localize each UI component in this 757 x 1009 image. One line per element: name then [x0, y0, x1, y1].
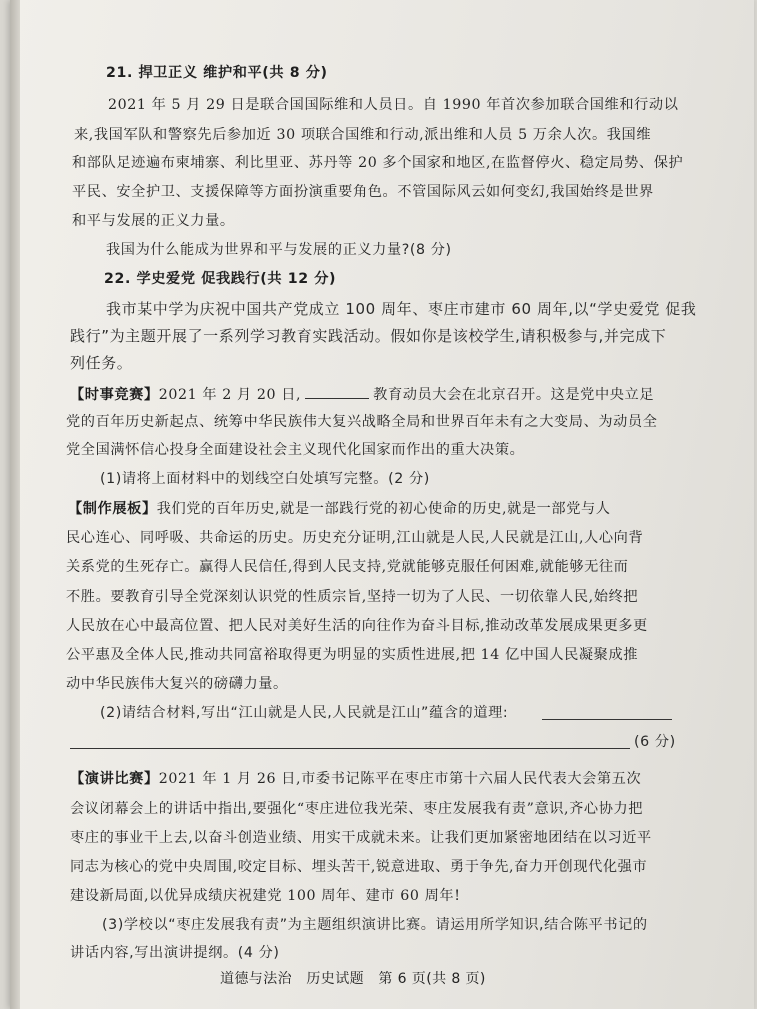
speech-line-3: 枣庄的事业干上去,以奋斗创造业绩、用实干成就未来。让我们更加紧密地团结在以习近平: [70, 830, 652, 846]
exhibition-line-3: 关系党的生死存亡。赢得人民信任,得到人民支持,党就能够克服任何困难,就能够无往而: [66, 559, 629, 575]
q21-line-4: 平民、安全护卫、支援保障等方面扮演重要角色。不管国际风云如何变幻,我国始终是世界: [72, 184, 654, 200]
exhibition-line-6: 公平惠及全体人民,推动共同富裕取得更为明显的实质性进展,把 14 亿中国人民凝聚成推: [66, 647, 639, 663]
current-affairs-line-1: [70, 386, 654, 402]
current-affairs-line-2: 党的百年历史新起点、统筹中华民族伟大复兴战略全局和世界百年未有之大变局、为动员全: [66, 414, 658, 430]
task-3-line-2: 讲话内容,写出演讲提纲。(4 分): [70, 945, 280, 961]
page-footer: 道德与法治 历史试题 第 6 页(共 8 页): [220, 971, 486, 987]
speech-line-1: [70, 772, 641, 786]
fill-in-blank[interactable]: [305, 386, 369, 399]
q21-line-3: 和部队足迹遍布柬埔寨、利比里亚、苏丹等 20 多个国家和地区,在监督停火、稳定局势、保护: [72, 155, 684, 171]
speech-line-2: 会议闭幕会上的讲话中指出,要强化“枣庄进位我光荣、枣庄发展我有责”意识,齐心协力把: [70, 801, 644, 817]
exhibition-tag: 【制作展板】: [68, 501, 157, 517]
current-affairs-tag: 【时事竞赛】: [70, 387, 159, 403]
exhibition-line-2: 民心连心、同呼吸、共命运的历史。历史充分证明,江山就是人民,人民就是江山,人心向背: [66, 530, 644, 546]
exhibition-first-text: 我们党的百年历史,就是一部践行党的初心使命的历史,就是一部党与人: [156, 501, 611, 517]
q21-line-5: 和平与发展的正义力量。: [72, 213, 235, 229]
speech-line-5: 建设新局面,以优异成绩庆祝建党 100 周年、建市 60 周年!: [70, 888, 461, 904]
speech-first-text: 2021 年 1 月 26 日,市委书记陈平在枣庄市第十六届人民代表大会第五次: [158, 771, 642, 787]
speech-line-4: 同志为核心的党中央周围,咬定目标、埋头苦干,锐意进取、勇于争先,奋力开创现代化强市: [70, 859, 648, 875]
current-affairs-rest: 教育动员大会在北京召开。这是党中央立足: [373, 387, 655, 403]
current-affairs-date: 2021 年 2 月 20 日,: [158, 387, 302, 403]
current-affairs-line-3: 党全国满怀信心投身全面建设社会主义现代化国家而作出的重大决策。: [66, 442, 525, 458]
answer-line[interactable]: [542, 719, 672, 720]
q22-title: 22. 学史爱党 促我践行(共 12 分): [104, 271, 337, 287]
exhibition-line-1: [68, 502, 611, 516]
q21-title: 21. 捍卫正义 维护和平(共 8 分): [106, 65, 328, 81]
exam-page: [10, 0, 754, 1009]
exhibition-line-5: 人民放在心中最高位置、把人民对美好生活的向往作为奋斗目标,推动改革发展成果更多更: [66, 618, 648, 634]
task-3-line-1: (3)学校以“枣庄发展我有责”为主题组织演讲比赛。请运用所学知识,结合陈平书记的: [102, 917, 648, 933]
q21-question: 我国为什么能成为世界和平与发展的正义力量?(8 分): [106, 242, 452, 258]
task-2-score: (6 分): [634, 734, 676, 750]
q22-intro-line-3: 列任务。: [70, 354, 133, 372]
q22-intro-line-1: 我市某中学为庆祝中国共产党成立 100 周年、枣庄市建市 60 周年,以“学史爱党 促我: [106, 300, 697, 318]
exhibition-line-7: 动中华民族伟大复兴的磅礴力量。: [66, 676, 288, 692]
speech-tag: 【演讲比赛】: [70, 771, 159, 787]
q22-intro-line-2: 践行”为主题开展了一系列学习教育实践活动。假如你是该校学生,请积极参与,并完成下: [70, 327, 667, 345]
page-fold-shadow: [10, 0, 20, 1009]
q21-line-2: 来,我国军队和警察先后参加近 30 项联合国维和行动,派出维和人员 5 万余人次。我国维: [74, 127, 652, 143]
exhibition-line-4: 不胜。要教育引导全党深刻认识党的性质宗旨,坚持一切为了人民、一切依靠人民,始终把: [66, 589, 639, 605]
answer-line[interactable]: [70, 748, 630, 749]
task-2: (2)请结合材料,写出“江山就是人民,人民就是江山”蕴含的道理:: [100, 705, 509, 721]
task-1: (1)请将上面材料中的划线空白处填写完整。(2 分): [100, 471, 430, 487]
q21-line-1: 2021 年 5 月 29 日是联合国国际维和人员日。自 1990 年首次参加联合国维和行动以: [108, 97, 679, 113]
